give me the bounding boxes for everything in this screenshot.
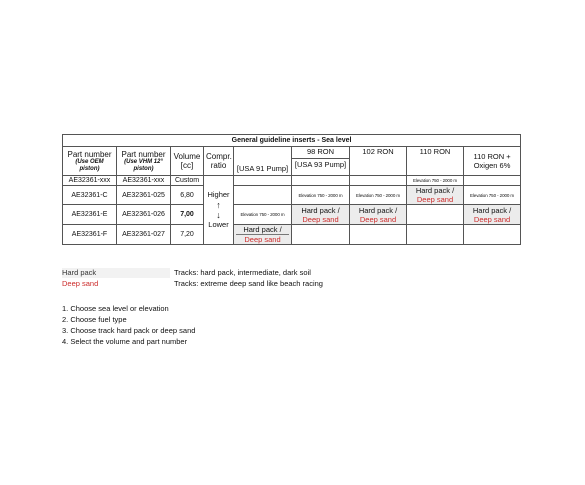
- row2-110-recommendation: Hard pack / Deep sand: [407, 186, 464, 205]
- row4-pn-oem: AE32361-F: [63, 225, 117, 245]
- step-4: 4. Select the volume and part number: [62, 337, 188, 346]
- step-1: 1. Choose sea level or elevation: [62, 304, 169, 313]
- header-part-number-vhm: Part number (Use VHM 12° piston): [117, 147, 171, 176]
- row2-110-oxygen-elevation: Elevation 750 - 2000 m: [464, 186, 521, 205]
- legend-hard-pack-desc: Tracks: hard pack, intermediate, dark soil: [174, 268, 311, 277]
- row2-pn-oem: AE32361-C: [63, 186, 117, 205]
- row3-pn-vhm: AE32361-026: [117, 205, 171, 225]
- row1-pn-oem: AE32361-xxx: [63, 176, 117, 186]
- header-volume: Volume [cc]: [171, 147, 204, 176]
- row3-pn-oem: AE32361-E: [63, 205, 117, 225]
- legend-deep-sand-desc: Tracks: extreme deep sand like beach racing: [174, 279, 323, 288]
- instruction-steps: [62, 303, 195, 347]
- down-arrow-icon: ↓: [216, 210, 221, 220]
- legend-hard-pack-label: Hard pack: [62, 268, 170, 278]
- header-110-ron-oxygen: 110 RON + Oxigen 6%: [464, 147, 521, 176]
- row4-volume: 7,20: [171, 225, 204, 245]
- row3-volume: 7,00: [171, 205, 204, 225]
- header-98-ron: 98 RON [USA 93 Pump]: [292, 147, 350, 176]
- row2-volume: 6,80: [171, 186, 204, 205]
- row2-pn-vhm: AE32361-025: [117, 186, 171, 205]
- row2-102-elevation: Elevation 750 - 2000 m: [350, 186, 407, 205]
- row1-volume: Custom: [171, 176, 204, 186]
- step-2: 2. Choose fuel type: [62, 315, 127, 324]
- step-3: 3. Choose track hard pack or deep sand: [62, 326, 196, 335]
- header-part-number-oem: Part number (Use OEM piston): [63, 147, 117, 176]
- header-110-ron: 110 RON: [407, 147, 464, 176]
- up-arrow-icon: ↑: [216, 200, 221, 210]
- row2-98-elevation: Elevation 750 - 2000 m: [292, 186, 350, 205]
- row4-pn-vhm: AE32361-027: [117, 225, 171, 245]
- header-compr: Compr. ratio: [204, 147, 234, 176]
- compression-direction: Higher ↑ ↓ Lower: [204, 176, 234, 245]
- row3-102-recommendation: Hard pack / Deep sand: [350, 205, 407, 225]
- header-102-ron: 102 RON: [350, 147, 407, 176]
- row1-110-elevation: Elevation 750 - 2000 m: [407, 176, 464, 186]
- header-usa91: [USA 91 Pump]: [234, 147, 292, 176]
- row4-usa91-recommendation: Hard pack / Deep sand: [234, 225, 292, 245]
- row3-110-oxygen-recommendation: Hard pack / Deep sand: [464, 205, 521, 225]
- row3-usa91-elevation: Elevation 750 - 2000 m: [234, 205, 292, 225]
- table-title: General guideline inserts - Sea level: [63, 135, 521, 147]
- row1-pn-vhm: AE32361-xxx: [117, 176, 171, 186]
- legend-deep-sand-label: Deep sand: [62, 279, 99, 288]
- row3-98-recommendation: Hard pack / Deep sand: [292, 205, 350, 225]
- guideline-table: [62, 134, 521, 245]
